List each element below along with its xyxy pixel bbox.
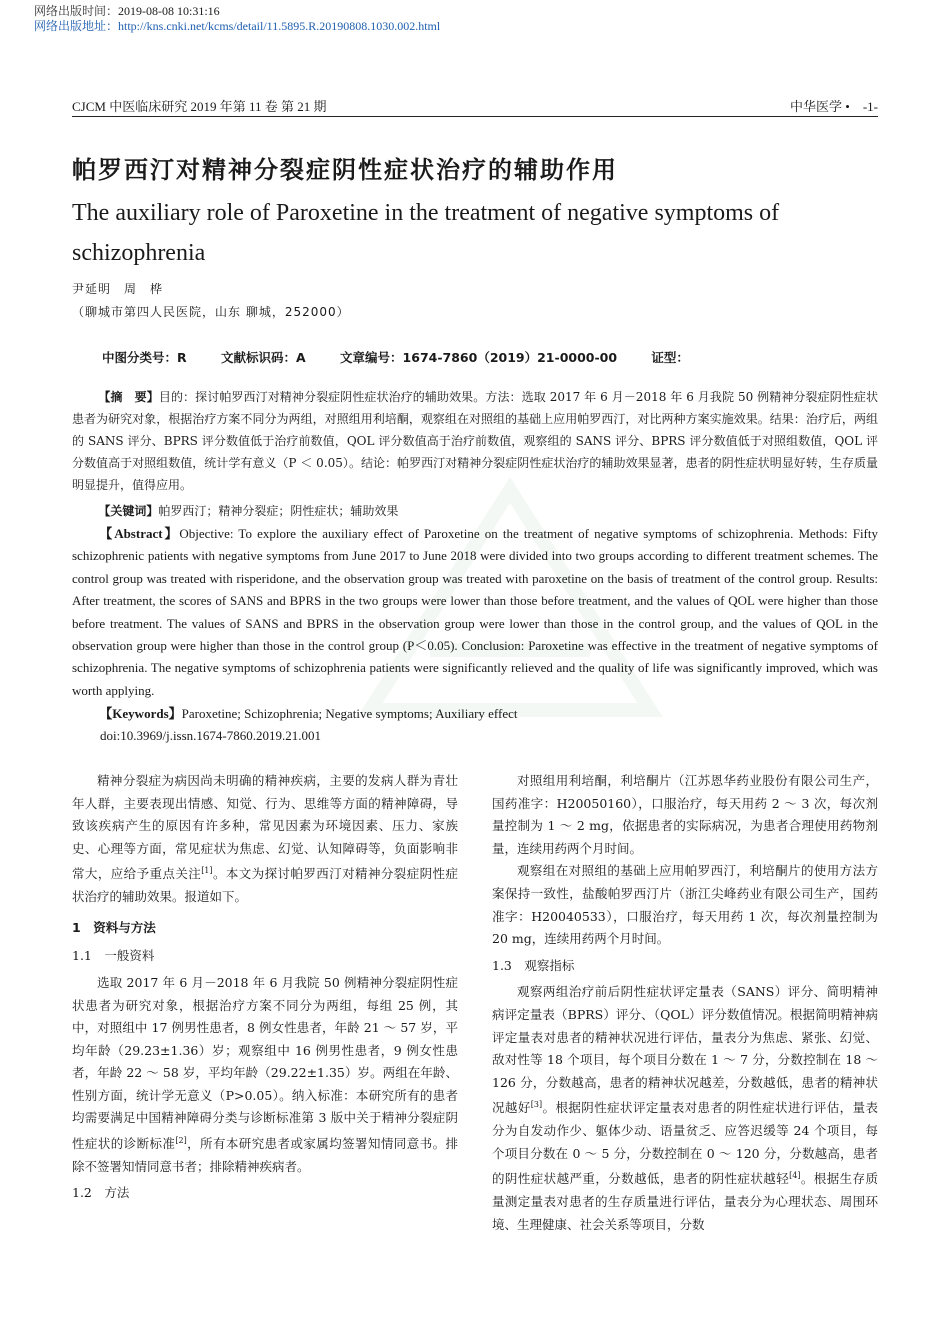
- abstract-label: 【摘 要】: [98, 390, 159, 404]
- section-heading-1-3: 1.3 观察指标: [492, 957, 575, 973]
- publish-time-label: 网络出版时间：: [34, 4, 119, 18]
- keywords-chinese: [72, 500, 878, 522]
- abstract-text: 目的：探讨帕罗西汀对精神分裂症阴性症状治疗的辅助效果。方法：选取 2017 年 6 月－2018 年 6 月我院 50 例精神分裂症阴性症状患者为研究对象，根据治疗方案不同分为两组，对照组用利培酮，观察组在对照组的基础上应用帕罗西汀，对比两种方案实施效果。结果：治疗后，两组的 SANS 评分、BPRS 评分数值低于治疗前数值，QOL 评分数值高于治疗前数值，观察组的 SANS 评分、BPRS 评分数值低于对照组数值，QOL 评分数值高于对照组数值，统计学有意义（P ＜ 0.05）。结论：帕罗西汀对精神分裂症阴性症状治疗的辅助效果显著，患者的阴性症状明显好转，生存质量明显提升，值得应用。: [72, 390, 878, 492]
- control-group-paragraph: 对照组用利培酮，利培酮片（江苏恩华药业股份有限公司生产，国药准字：H20050160），口服治疗，每天用药 2 ～ 3 次，每次剂量控制为 1 ～ 2 mg，依据患者的实际病况，为患者合理使用药物剂量，连续用药两个月时间。: [492, 773, 878, 856]
- affiliation: （聊城市第四人民医院，山东 聊城，252000）: [72, 305, 350, 319]
- running-header: [72, 96, 878, 117]
- abstract-en-text: Objective: To explore the auxiliary effect of Paroxetine on the treatment of negative symptoms of schizophrenia. Methods: Fifty schizophrenic patients with negative symptoms from June 2017 to June 2018 were divided into two groups according to different treatment schemes. The control group was treated with risperidone, and the observation group was treated with paroxetine on the basis of treatment of the control group. Results: After treatment, the scores of SANS and BPRS in the two groups were lower than those before treatment, and the values of QOL were higher than those before treatment. The values of SANS and BPRS in the observation group were lower than those in the control group, and the values of QOL in the observation group were higher than those in the control group (P＜0.05). Conclusion: Paroxetine was effective in the treatment of negative symptoms of schizophrenia. The negative symptoms of schizophrenia patients were significantly relieved and the quality of life was significantly improved, which was worth applying.: [72, 526, 878, 698]
- keywords-en-text: Paroxetine; Schizophrenia; Negative symptoms; Auxiliary effect: [181, 706, 518, 721]
- ref-1[interactable]: [1]: [201, 866, 213, 876]
- ref-3[interactable]: [3]: [530, 1100, 543, 1110]
- keywords-label: 【关键词】: [98, 504, 159, 518]
- ref-2[interactable]: [2]: [175, 1136, 187, 1146]
- abstract-en-label: 【Abstract】: [99, 526, 180, 541]
- publish-time: [34, 4, 220, 19]
- body-column-right: [492, 770, 878, 1236]
- publish-address-label: 网络出版地址：: [34, 19, 119, 33]
- keywords-en-label: 【Keywords】: [99, 706, 182, 721]
- title-english: The auxiliary role of Paroxetine in the treatment of negative symptoms of schizophrenia: [72, 200, 780, 266]
- page-number: 中华医学 • -1-: [790, 99, 878, 114]
- intro-paragraph: 精神分裂症为病因尚未明确的精神疾病，主要的发病人群为青壮年人群，主要表现出情感、知觉、行为、思维等方面的精神障碍，导致该疾病产生的原因有许多种，常见因素为环境因素、压力、家族史、心理等方面，常见症状为焦虑、幻觉、认知障碍等，负面影响非常大，应给予重点关注[1]。本文为探讨帕罗西汀对精神分裂症阴性症状治疗的辅助效果。报道如下。: [72, 773, 458, 905]
- section-heading-1-1: 1.1 一般资料: [72, 948, 155, 964]
- keywords-text: 帕罗西汀；精神分裂症；阴性症状；辅助效果: [158, 504, 399, 518]
- title-chinese: 帕罗西汀对精神分裂症阴性症状治疗的辅助作用: [72, 156, 618, 184]
- document-code: 文献标识码：A: [221, 350, 306, 365]
- journal-issue: CJCM 中医临床研究 2019 年第 11 卷 第 21 期: [72, 99, 327, 114]
- keywords-english: [72, 703, 878, 725]
- indicators-paragraph: 观察两组治疗前后阴性症状评定量表（SANS）评分、简明精神病评定量表（BPRS）评分、（QOL）评分数值情况。根据简明精神病评定量表对患者的精神状况进行评估，量表分为焦虑、紧张、幻觉、敌对性等 18 个项目，每个项目分数在 1 ～ 7 分，分数控制在 18 ～ 126 分，分数越高，患者的精神状况越差，分数越低，患者的精神状况越好[3]。根据阴性症状评定量表对患者的阴性症状进行评估，量表分为自发动作少、躯体少动、语量贫乏、应答迟缓等 24 个项目，每个项目分数在 0 ～ 5 分，分数控制在 0 ～ 120 分，分数越高，患者的阴性症状越严重，分数越低，患者的阴性症状越轻[4]。根据生存质量测定量表对患者的生存质量进行评估，量表分为心理状态、周围环境、生理健康、社会关系等项目，分数: [492, 984, 878, 1232]
- publish-time-value: 2019-08-08 10:31:16: [118, 4, 220, 18]
- ref-4[interactable]: [4]: [789, 1171, 801, 1181]
- clc-number: 中图分类号：R: [102, 350, 187, 365]
- doi[interactable]: doi:10.3969/j.issn.1674-7860.2019.21.001: [100, 728, 322, 743]
- publish-address: [34, 19, 440, 34]
- publish-address-link[interactable]: http://kns.cnki.net/kcms/detail/11.5895.R.20190808.1030.002.html: [118, 19, 441, 33]
- authors: 尹延明 周 桦: [72, 282, 164, 296]
- observation-group-paragraph: 观察组在对照组的基础上应用帕罗西汀，利培酮片的使用方法方案保持一致性，盐酸帕罗西汀片（浙江尖峰药业有限公司生产，国药准字：H20040533），口服治疗，每天用药 1 次，每次剂量控制为 20 mg，连续用药两个月时间。: [492, 863, 878, 947]
- abstract-chinese: [72, 386, 878, 496]
- section-heading-1-2: 1.2 方法: [72, 1185, 130, 1201]
- classification-line: [102, 348, 719, 366]
- general-data-paragraph: 选取 2017 年 6 月－2018 年 6 月我院 50 例精神分裂症阴性症状患者为研究对象，根据治疗方案不同分为两组，每组 25 例，其中，对照组中 17 例男性患者，8 例女性患者，年龄 21 ～ 57 岁，平均年龄（29.23±1.36）岁；观察组中 16 例男性患者，9 例女性患者，年龄 22 ～ 58 岁，平均年龄（29.22±1.35）岁。两组在年龄、性别方面，统计学无意义（P>0.05）。纳入标准：本研究所有的患者均需要满足中国精神障碍分类与诊断标准第 3 版中关于精神分裂症阴性症状的诊断标准[2]，所有本研究患者或家属均签署知情同意书。排除不签署知情同意书者；排除精神疾病者。: [72, 974, 458, 1174]
- article-number: 文章编号：1674-7860（2019）21-0000-00: [340, 350, 618, 365]
- section-heading-1: 1 资料与方法: [72, 919, 156, 935]
- syndrome-type: 证型：: [651, 350, 689, 365]
- abstract-english: [72, 523, 878, 702]
- body-column-left: [72, 770, 458, 1209]
